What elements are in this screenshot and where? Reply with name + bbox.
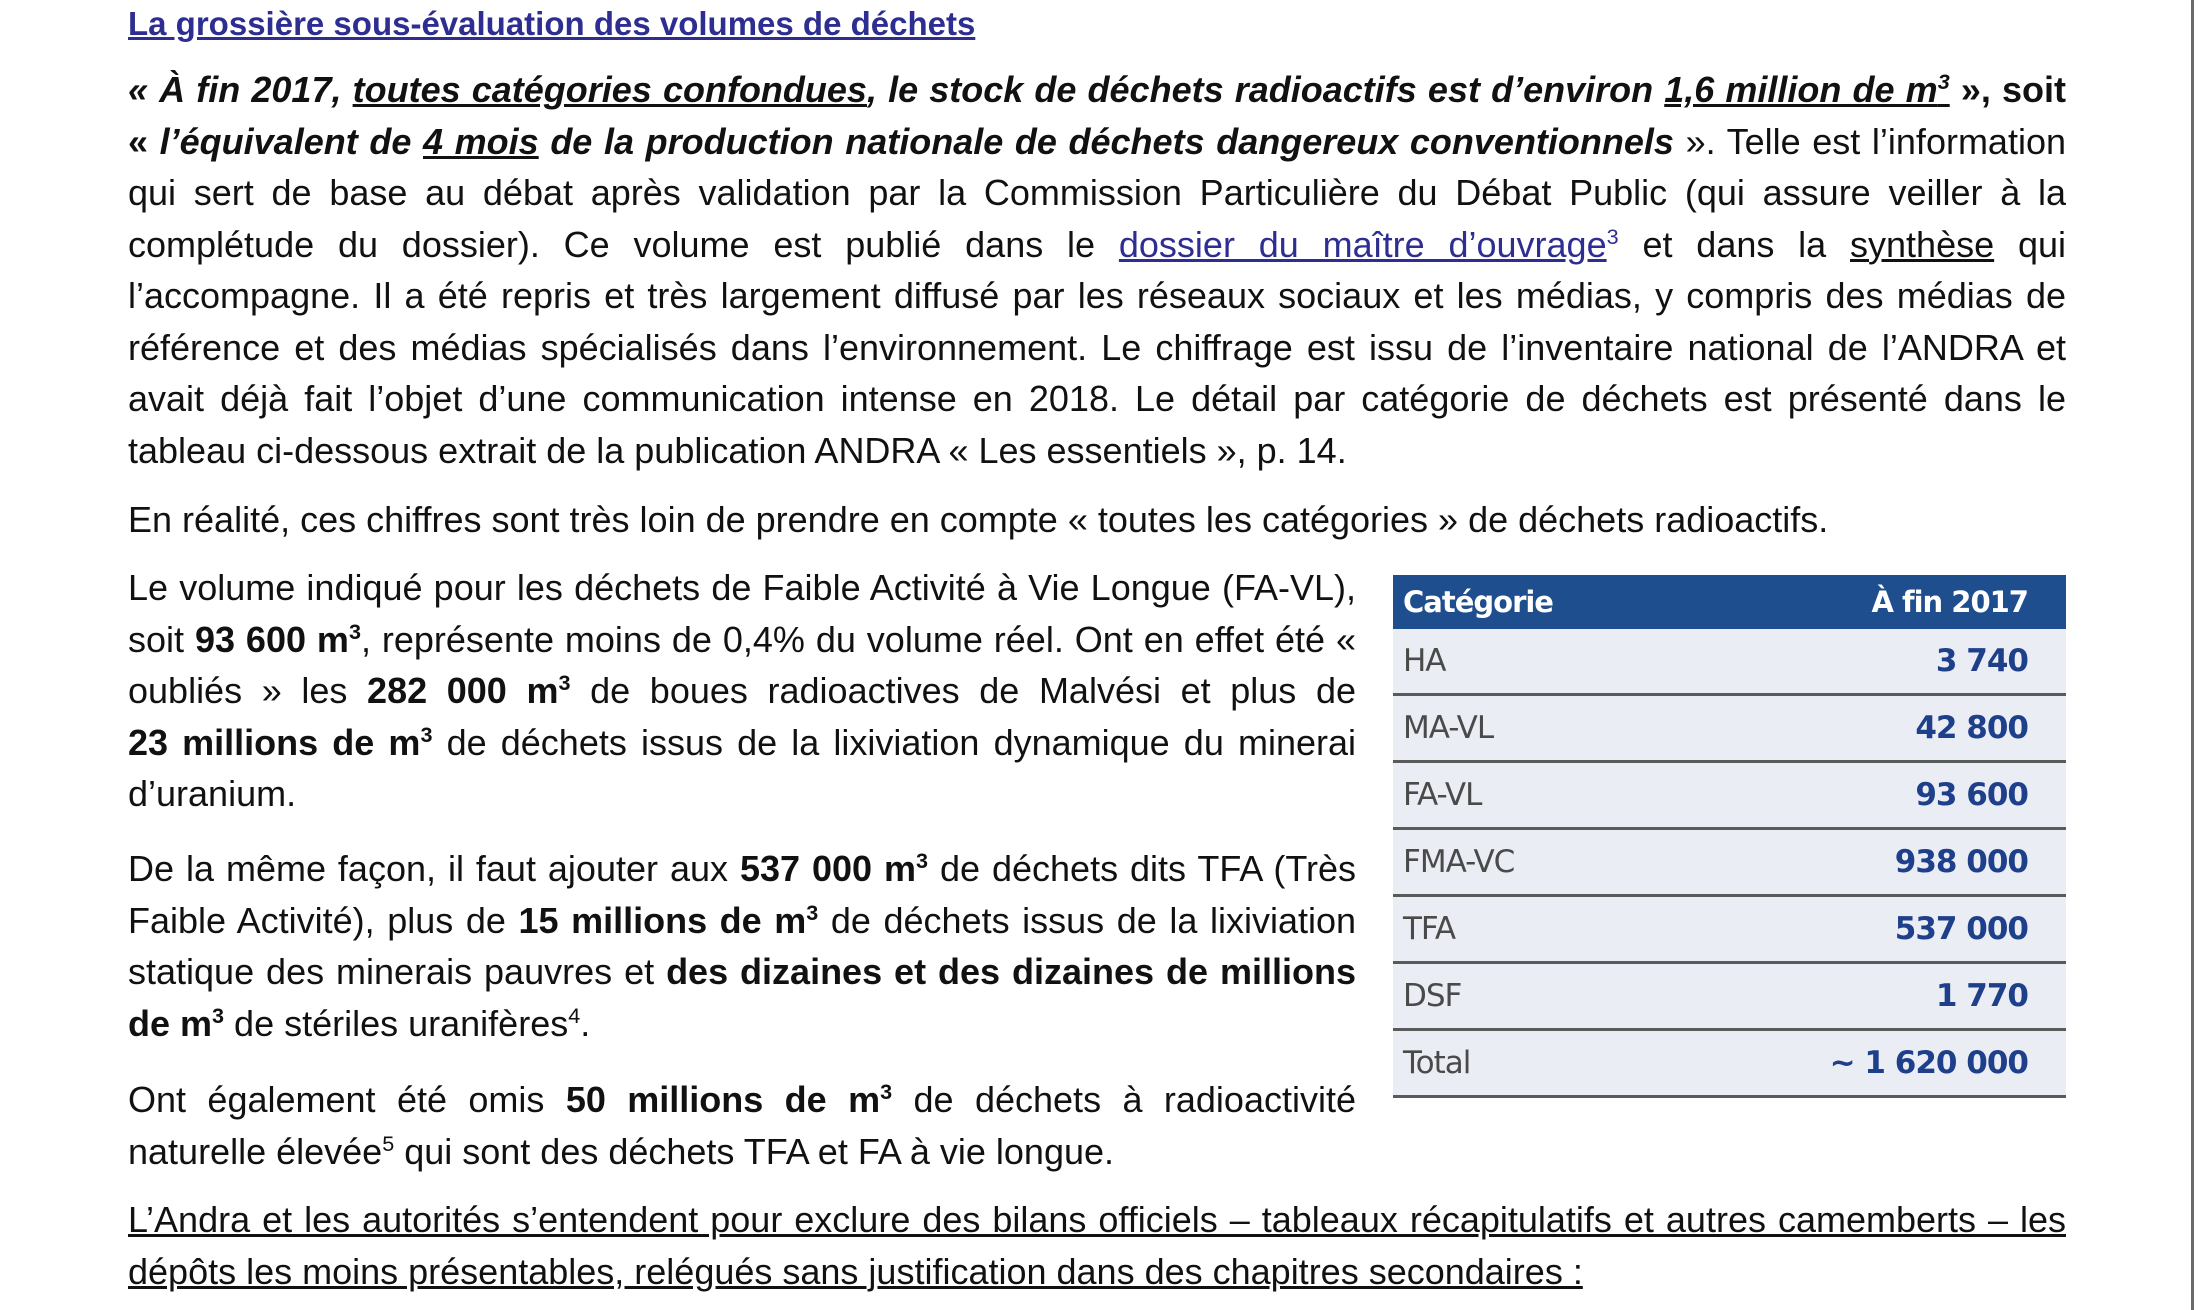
steriles-volume: des dizaines et des dizaines de millions de $m^3$ bbox=[128, 951, 1357, 1044]
section-heading: La grossière sous-évaluation des volumes de déchets bbox=[128, 5, 976, 42]
total-value: ~ 1 620 000 bbox=[1699, 1030, 2066, 1097]
footnote-ref-3[interactable]: 3 bbox=[1606, 223, 1619, 249]
row-value: 537 000 bbox=[1699, 896, 2066, 963]
table-header-row bbox=[1393, 575, 2066, 629]
fa-vl-volume: 93 600 $m^3$ bbox=[194, 618, 361, 660]
paragraph-intro bbox=[128, 64, 2066, 476]
header-value: À fin 2017 bbox=[1699, 575, 2066, 629]
p1-volume: 1,6 million de $m^3$ bbox=[1664, 69, 1950, 110]
natural-volume: 50 millions de $m^3$ bbox=[565, 1079, 893, 1120]
static-lixiviation-volume: 15 millions de $m^3$ bbox=[518, 899, 819, 941]
row-value: 1 770 bbox=[1699, 963, 2066, 1030]
table-row bbox=[1393, 963, 2066, 1030]
p1-production: de la production nationale de déchets dangereux conventionnels bbox=[538, 120, 1674, 162]
paragraph-andra-exclusion: L’Andra et les autorités s’entendent pour exclure des bilans officiels – tableaux récapitulatifs et autres camemberts – les dépôts les moins présentables, relégués sans justification dans des chapitres secondaires : bbox=[128, 1199, 2066, 1292]
synthese-text: synthèse bbox=[1850, 223, 1995, 265]
p1-equiv: l’équivalent de bbox=[159, 120, 423, 162]
paragraph-natural: Ont également été omis 50 millions de $m^3$ de déchets à radioactivité naturelle élevée$^5$ qui sont des déchets TFA et FA à vie longue. bbox=[128, 1079, 1356, 1172]
row-category: HA bbox=[1393, 629, 1699, 695]
page-edge-rule bbox=[2191, 0, 2194, 1310]
table-row bbox=[1393, 762, 2066, 829]
row-value: 42 800 bbox=[1699, 695, 2066, 762]
table-row bbox=[1393, 829, 2066, 896]
header-category: Catégorie bbox=[1393, 575, 1699, 629]
p1-four-months: 4 mois bbox=[423, 120, 539, 162]
row-value: 93 600 bbox=[1699, 762, 2066, 829]
paragraph-fa-vl: Le volume indiqué pour les déchets de Faible Activité à Vie Longue (FA-VL), soit 93 600 $m^3$, représente moins de 0,4% du volume réel. Ont en effet été « oubliés » les 282 000 $m^3$ de boues radioactives de Malvési et plus de 23 millions de $m^3$ de déchets issus de la lixiviation dynamique du minerai d’uranium. bbox=[128, 567, 1357, 814]
p1-body: ». Telle est l’information qui sert de base au débat après validation par la Commission Particulière du Débat Public (qui assure veiller à la complétude du dossier). Ce volume est publié dans le bbox=[128, 120, 2066, 265]
row-category: FMA-VC bbox=[1393, 829, 1699, 896]
row-category: MA-VL bbox=[1393, 695, 1699, 762]
row-category: TFA bbox=[1393, 896, 1699, 963]
table-row bbox=[1393, 695, 2066, 762]
table-row bbox=[1393, 629, 2066, 695]
table-row bbox=[1393, 896, 2066, 963]
row-category: FA-VL bbox=[1393, 762, 1699, 829]
p1-quote-start: « À fin 2017, bbox=[128, 69, 353, 110]
dossier-link[interactable]: dossier du maître d’ouvrage bbox=[1118, 223, 1607, 265]
paragraph-tfa: De la même façon, il faut ajouter aux 537 000 $m^3$ de déchets dits TFA (Très Faible Activité), plus de 15 millions de $m^3$ de déchets issus de la lixiviation statique des minerais pauvres et des dizaines et des dizaines de millions de $m^3$ de stériles uranifères$^4$. bbox=[128, 848, 1357, 1044]
table-total-row bbox=[1393, 1030, 2066, 1097]
row-value: 938 000 bbox=[1699, 829, 2066, 896]
row-value: 3 740 bbox=[1699, 629, 2066, 695]
total-label: Total bbox=[1393, 1030, 1699, 1097]
tfa-volume: 537 000 $m^3$ bbox=[739, 848, 929, 889]
footnote-ref-5[interactable]: 5 bbox=[382, 1130, 395, 1156]
footnote-ref-4[interactable]: 4 bbox=[568, 1002, 581, 1028]
p1-body-3: qui l’accompagne. Il a été repris et très largement diffusé par les réseaux sociaux et les médias, y compris des médias de référence et des médias spécialisés dans l’environnement. Le chiffrage est issu de l’inventaire national de l’ANDRA et avait déjà fait l’objet d’une communication intense en 2018. Le détail par catégorie de déchets est présenté dans le tableau ci-dessous extrait de la publication ANDRA « Les essentiels », p. 14. bbox=[128, 223, 2066, 471]
row-category: DSF bbox=[1393, 963, 1699, 1030]
paragraph-reality: En réalité, ces chiffres sont très loin de prendre en compte « toutes les catégories » de déchets radioactifs. bbox=[128, 499, 1829, 540]
p1-quote-mid: , le stock de déchets radioactifs est d’environ bbox=[866, 69, 1665, 110]
malvesi-volume: 282 000 $m^3$ bbox=[367, 670, 571, 711]
andra-waste-table bbox=[1393, 575, 2066, 1098]
p1-body-2: et dans la bbox=[1618, 223, 1851, 265]
p1-soit: », soit « bbox=[128, 69, 2066, 162]
p1-underlined-all-categories: toutes catégories confondues bbox=[352, 69, 867, 110]
lixiviation-volume: 23 millions de $m^3$ bbox=[128, 721, 433, 763]
